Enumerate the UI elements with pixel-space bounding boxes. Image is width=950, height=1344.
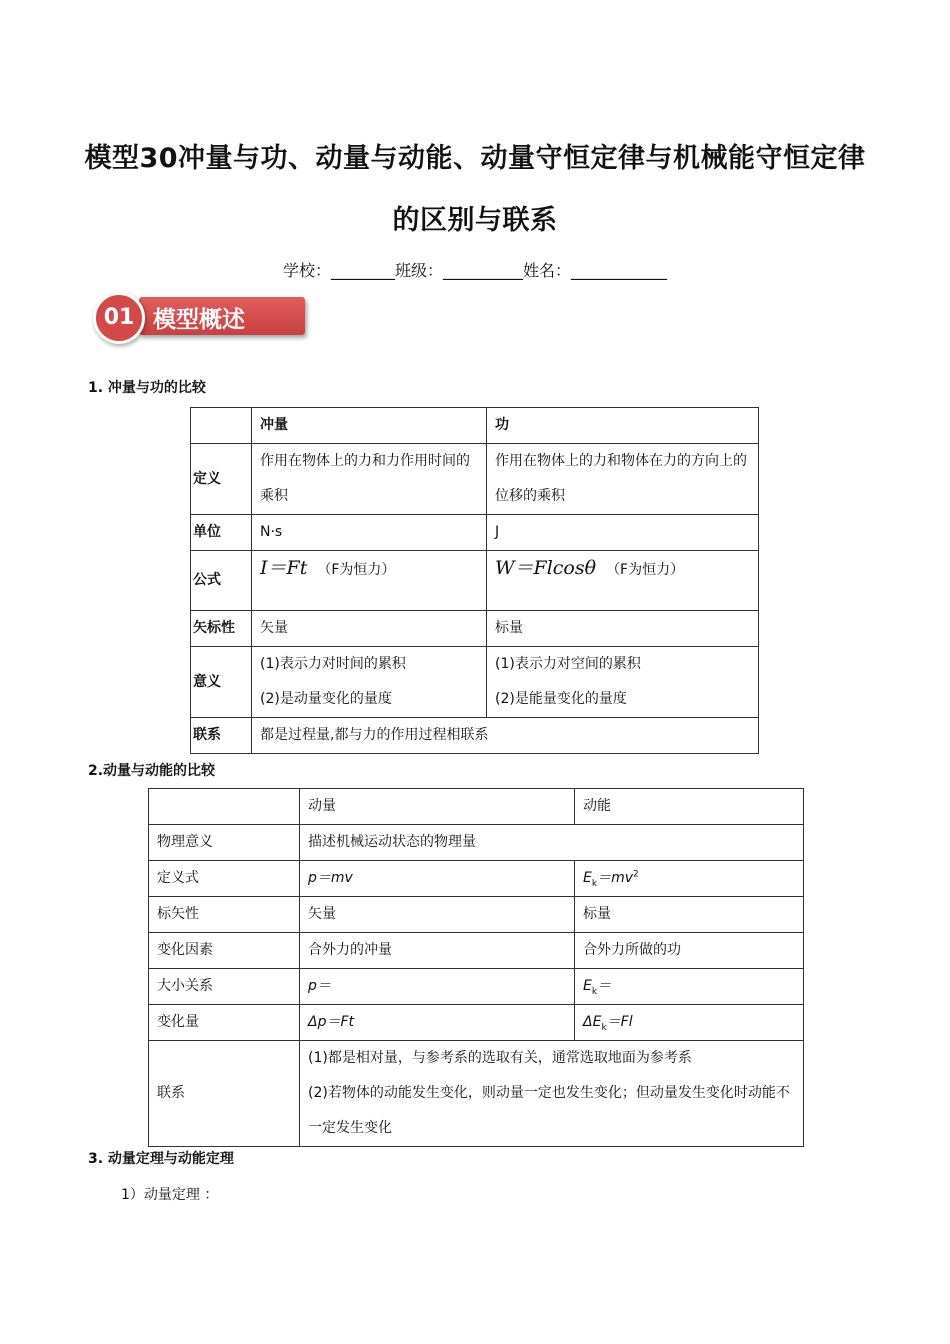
momentum-change-formula: Δp＝Ft — [308, 1014, 355, 1030]
table-cell — [191, 408, 252, 444]
physical-meaning-text: 描述机械运动状态的物理量 — [300, 825, 804, 861]
table-row — [149, 969, 804, 1005]
table-row — [191, 408, 759, 444]
row-label-meaning: 意义 — [191, 647, 252, 718]
column-header-energy: 动能 — [575, 789, 804, 825]
impulse-formula: I＝Ft — [260, 557, 308, 579]
section2-heading: 2.动量与动能的比较 — [88, 763, 216, 779]
work-vector: 标量 — [487, 611, 759, 647]
energy-definition-rest: ＝mv — [597, 870, 634, 886]
table-row — [191, 444, 759, 515]
momentum-cause: 合外力的冲量 — [300, 933, 575, 969]
section1-heading: 1. 冲量与功的比较 — [88, 380, 206, 396]
section-badge-number: 01 — [93, 292, 145, 344]
doc-title-line1: 模型30冲量与功、动量与动能、动量守恒定律与机械能守恒定律 — [84, 143, 866, 174]
column-header-impulse: 冲量 — [252, 408, 487, 444]
row-label-formula: 公式 — [191, 551, 252, 611]
table-row — [149, 897, 804, 933]
impulse-unit: N·s — [252, 515, 487, 551]
row-label-cause: 变化因素 — [149, 933, 300, 969]
impulse-work-table — [190, 407, 759, 754]
info-line: 学校：________班级：__________姓名：____________ — [282, 261, 667, 280]
row-label-vector: 矢标性 — [191, 611, 252, 647]
impulse-definition: 作用在物体上的力和力作用时间的乘积 — [252, 444, 487, 515]
table-row — [149, 933, 804, 969]
section-badge — [93, 292, 323, 344]
energy-definition — [575, 861, 804, 897]
momentum-energy-table — [148, 788, 804, 1147]
table-row — [191, 551, 759, 611]
work-meaning-1: (1)表示力对空间的累积 — [495, 656, 641, 672]
impulse-meaning-1: (1)表示力对时间的累积 — [260, 656, 406, 672]
energy-magnitude-subscript: k — [591, 986, 598, 997]
energy-symbol: E — [583, 870, 592, 886]
energy-magnitude-symbol: E — [583, 978, 592, 994]
impulse-meaning — [252, 647, 487, 718]
column-header-momentum: 动量 — [300, 789, 575, 825]
table-row — [149, 1005, 804, 1041]
table-row — [149, 789, 804, 825]
energy-magnitude-rest: ＝ — [597, 978, 612, 994]
energy-cause: 合外力所做的功 — [575, 933, 804, 969]
table-row — [191, 515, 759, 551]
row-label-relation: 联系 — [191, 718, 252, 754]
row-label-magnitude: 大小关系 — [149, 969, 300, 1005]
energy-vector: 标量 — [575, 897, 804, 933]
energy-change-prefix: ΔE — [583, 1014, 602, 1030]
table-row — [191, 647, 759, 718]
section3-sub: 1）动量定理 ： — [121, 1187, 219, 1203]
row-label-vector: 标矢性 — [149, 897, 300, 933]
momentum-vector: 矢量 — [300, 897, 575, 933]
work-unit: J — [487, 515, 759, 551]
momentum-magnitude — [300, 969, 575, 1005]
energy-change-subscript: k — [601, 1022, 607, 1033]
impulse-meaning-2: (2)是动量变化的量度 — [260, 691, 392, 707]
doc-title-line2: 的区别与联系 — [392, 205, 558, 236]
table-row — [191, 611, 759, 647]
momentum-definition-formula: p＝mv — [308, 870, 353, 886]
row-label-physical-meaning: 物理意义 — [149, 825, 300, 861]
table-row — [149, 825, 804, 861]
impulse-formula-cell — [252, 551, 487, 611]
momentum-change — [300, 1005, 575, 1041]
energy-superscript: 2 — [633, 869, 639, 880]
energy-subscript: k — [591, 878, 598, 889]
impulse-formula-note: （F为恒力） — [317, 562, 396, 578]
energy-change-rest: ＝Fl — [606, 1014, 633, 1030]
row-label-change: 变化量 — [149, 1005, 300, 1041]
momentum-magnitude-formula: p＝ — [308, 978, 331, 994]
impulse-vector: 矢量 — [252, 611, 487, 647]
relation-line-1: (1)都是相对量，与参考系的选取有关，通常选取地面为参考系 — [308, 1050, 692, 1066]
energy-magnitude — [575, 969, 804, 1005]
work-meaning — [487, 647, 759, 718]
row-label-relation: 联系 — [149, 1041, 300, 1147]
row-label-definition: 定义式 — [149, 861, 300, 897]
section3-heading: 3. 动量定理与动能定理 — [88, 1151, 234, 1167]
work-definition: 作用在物体上的力和物体在力的方向上的位移的乘积 — [487, 444, 759, 515]
relation-line-2: (2)若物体的动能发生变化，则动量一定也发生变化；但动量发生变化时动能不一定发生变化 — [308, 1085, 790, 1136]
table-cell — [149, 789, 300, 825]
work-formula-cell — [487, 551, 759, 611]
work-meaning-2: (2)是能量变化的量度 — [495, 691, 627, 707]
energy-change — [575, 1005, 804, 1041]
row-label-definition: 定义 — [191, 444, 252, 515]
row-label-unit: 单位 — [191, 515, 252, 551]
column-header-work: 功 — [487, 408, 759, 444]
momentum-definition — [300, 861, 575, 897]
work-formula: W＝Flcosθ — [495, 557, 597, 579]
section-badge-label: 模型概述 — [153, 307, 245, 333]
section-badge-bar — [139, 297, 305, 335]
table-row — [149, 1041, 804, 1147]
work-formula-note: （F为恒力） — [606, 562, 685, 578]
relation-text: 都是过程量,都与力的作用过程相联系 — [252, 718, 759, 754]
table-row — [191, 718, 759, 754]
relation-cell — [300, 1041, 804, 1147]
table-row — [149, 861, 804, 897]
